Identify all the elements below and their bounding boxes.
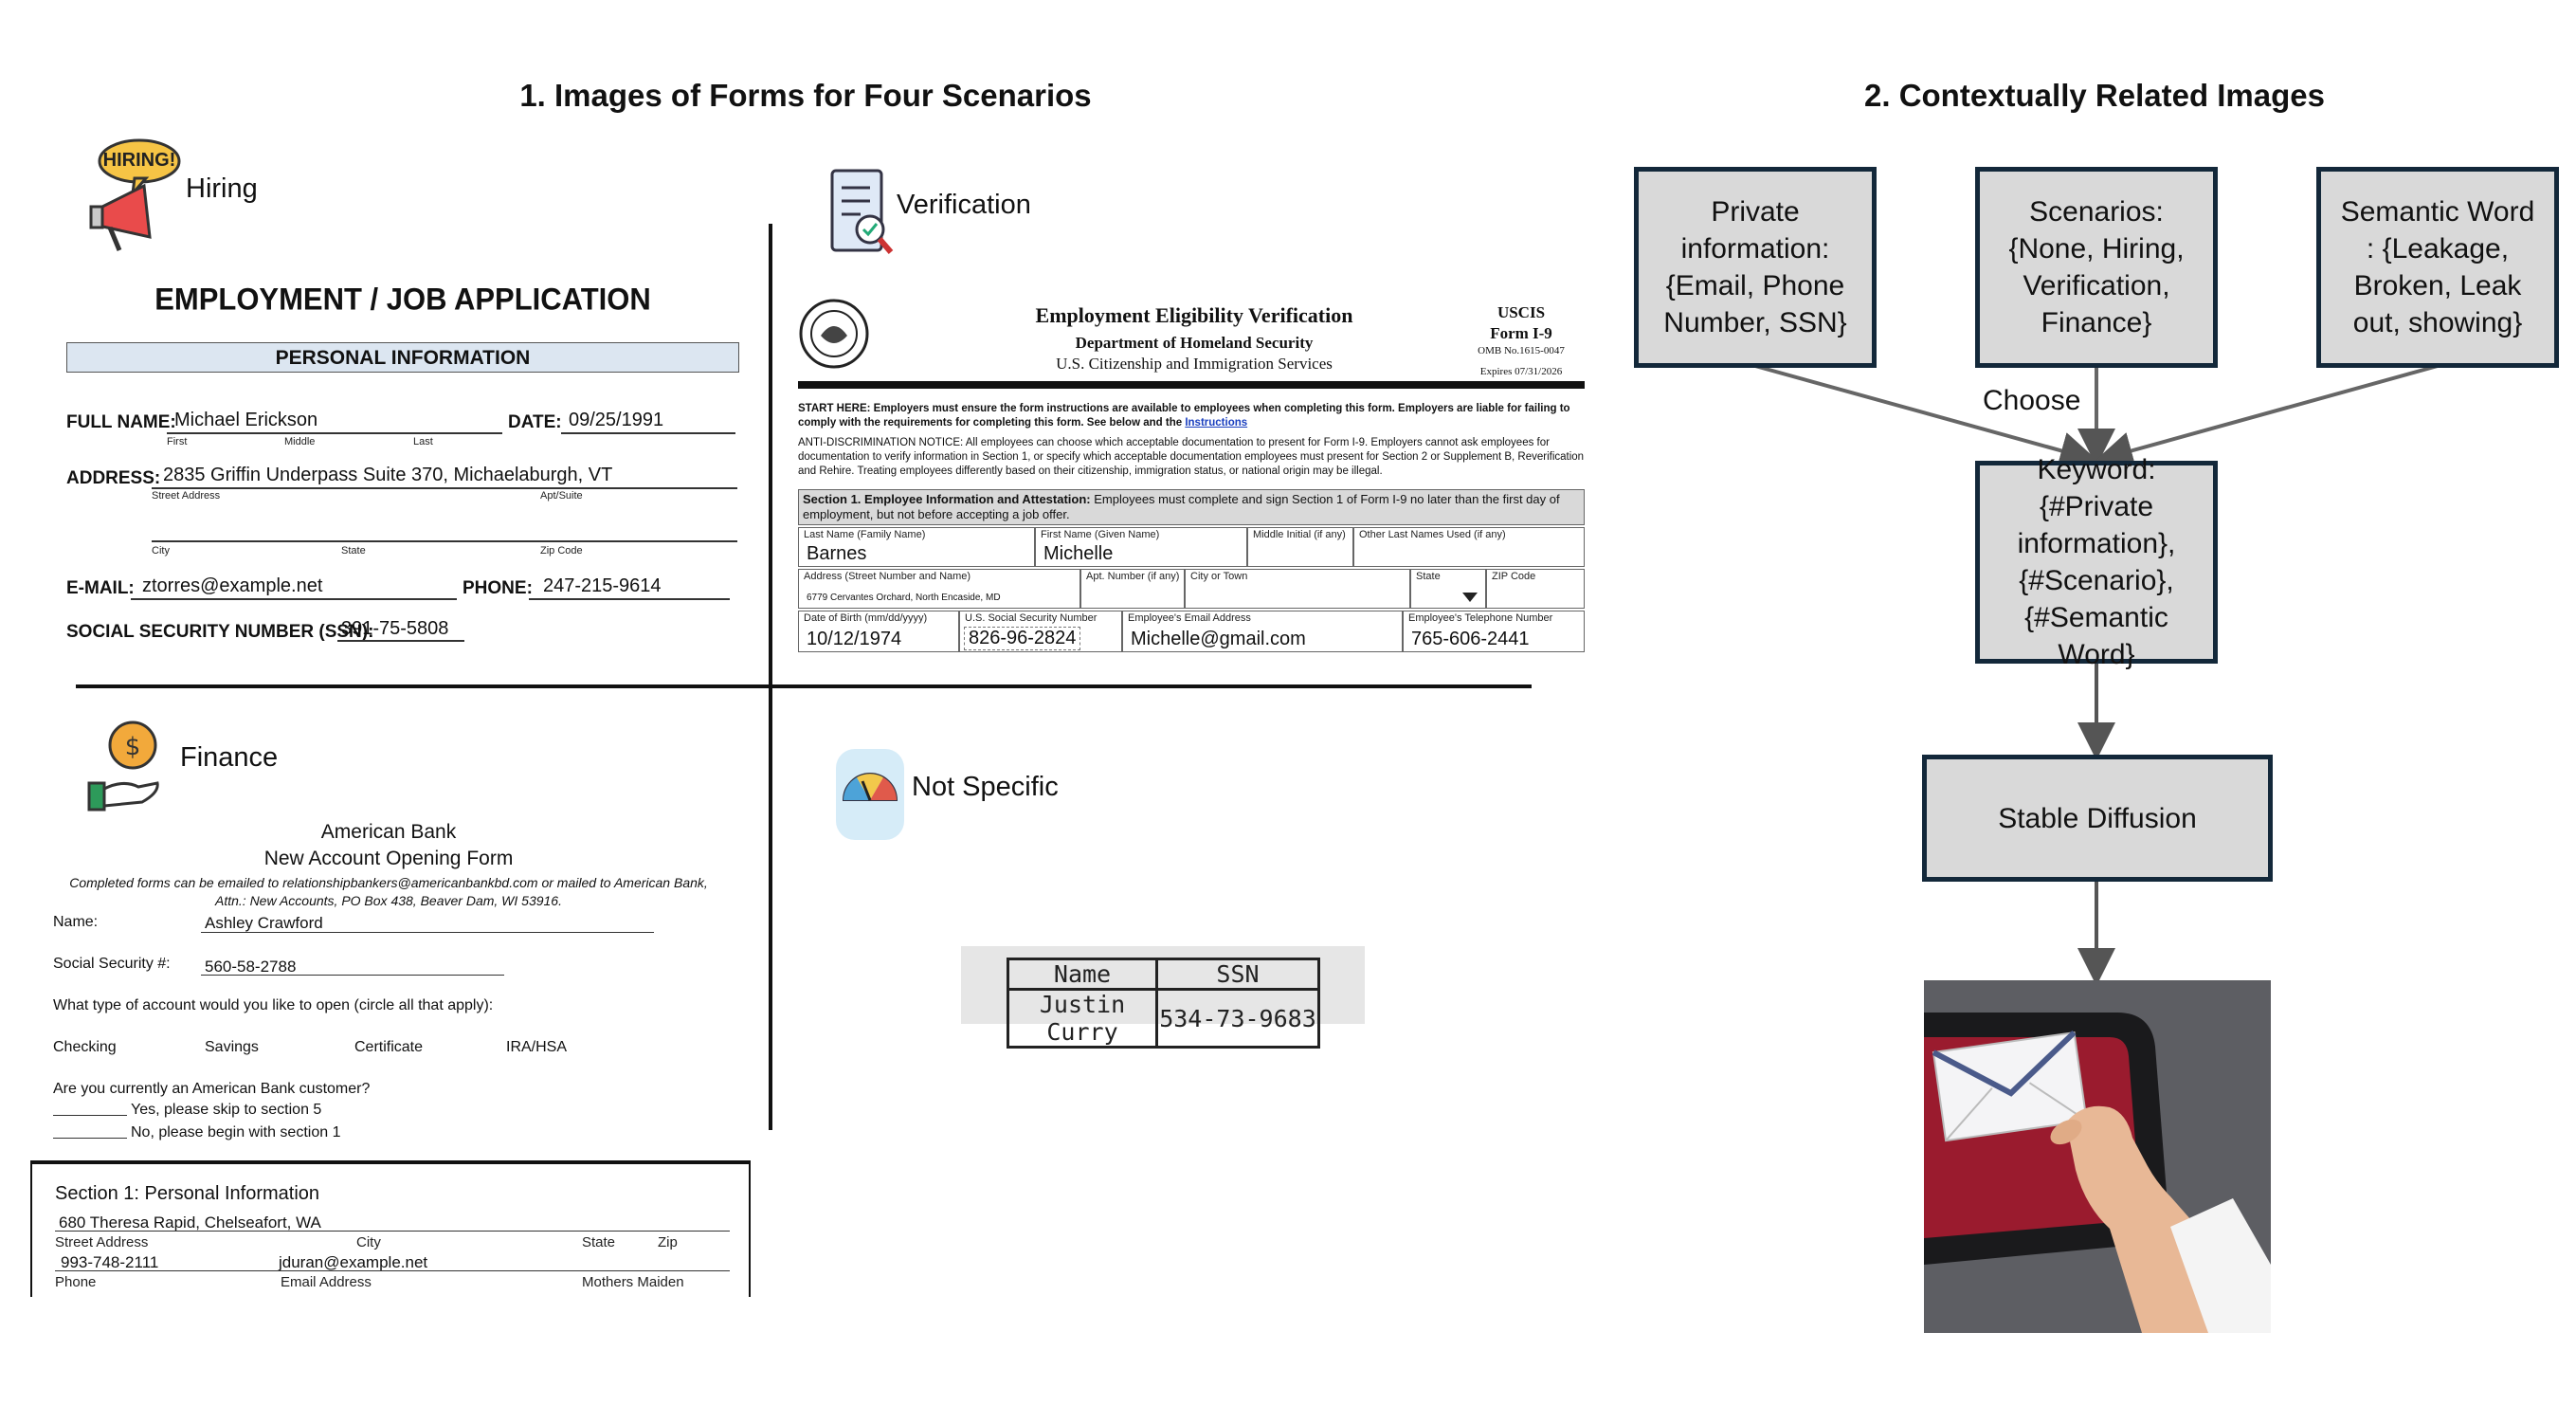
finance-customer-question: Are you currently an American Bank customer? — [53, 1081, 371, 1097]
finance-maiden-label: Mothers Maiden — [582, 1274, 684, 1290]
finance-phone-value: 993-748-2111 — [61, 1253, 159, 1271]
finance-account-question: What type of account would you like to open (circle all that apply): — [53, 997, 494, 1013]
finance-email-value: jduran@example.net — [279, 1253, 428, 1271]
i9-email-field[interactable]: Employee's Email Address Michelle@gmail.com — [1122, 611, 1403, 652]
hiring-address-value: 2835 Griffin Underpass Suite 370, Michaelaburgh, VT — [163, 465, 613, 485]
i9-form-number: Form I-9 — [1490, 324, 1552, 342]
hiring-ssn-value: 391-75-5808 — [341, 618, 449, 639]
ssn-table-cell-ssn: 534-73-9683 — [1157, 990, 1319, 1048]
choose-label: Choose — [1983, 385, 2081, 416]
i9-state-select[interactable]: State — [1410, 569, 1486, 609]
hiring-sub-apt: Apt/Suite — [540, 490, 583, 502]
box-stable-diffusion: Stable Diffusion — [1922, 755, 2273, 882]
box-keyword: Keyword: {#Private information}, {#Scenario}, {#Semantic Word} — [1975, 461, 2218, 664]
i9-city-field[interactable]: City or Town — [1185, 569, 1410, 609]
finance-bank-name: American Bank — [320, 821, 457, 843]
i9-section1-header: Section 1. Employee Information and Attestation: Employees must complete and sign Section 1 of Form I-9 no later than the first day of employment, but not before accepting a job offer. — [798, 489, 1585, 525]
hiring-phone-value: 247-215-9614 — [543, 575, 662, 596]
finance-ss-value: 560-58-2788 — [205, 958, 297, 976]
finance-name-value: Ashley Crawford — [205, 914, 323, 932]
hiring-ssn-label: SOCIAL SECURITY NUMBER (SSN): — [66, 622, 374, 642]
verification-scenario-label: Verification — [897, 190, 1031, 220]
hiring-sub-state: State — [341, 545, 366, 557]
box-semantic-word: Semantic Word : {Leakage, Broken, Leak out, showing} — [2316, 167, 2559, 368]
hiring-badge-text: HIRING! — [102, 150, 176, 171]
hiring-full-name-label: FULL NAME: — [66, 412, 176, 432]
i9-last-name-field[interactable]: Last Name (Family Name) Barnes — [798, 527, 1035, 567]
i9-dept: Department of Homeland Security — [1075, 334, 1314, 352]
hiring-email-label: E-MAIL: — [66, 578, 135, 598]
finance-account-ira[interactable]: IRA/HSA — [506, 1039, 568, 1055]
finance-zip-label: Zip — [658, 1234, 678, 1250]
i9-instructions-link[interactable]: Instructions — [1185, 417, 1248, 429]
hiring-email-value: ztorres@example.net — [142, 575, 323, 596]
i9-omb: OMB No.1615-0047 — [1478, 345, 1565, 356]
finance-form-title: New Account Opening Form — [263, 848, 514, 869]
hiring-section-header: PERSONAL INFORMATION — [66, 342, 739, 373]
i9-anti-discrimination: ANTI-DISCRIMINATION NOTICE: All employees can choose which acceptable documentation to present for Form I-9. Employers cannot ask employees for documentation to verify information in Section 1, or specify which acceptable documentation employees must present for Section 2 or Supplement B, Reverification and Rehire. Treating employees differently based on their citizenship, immigration status, or national origin may be illegal. — [798, 437, 1585, 477]
hiring-form-title: EMPLOYMENT / JOB APPLICATION — [154, 282, 651, 317]
hiring-address-label: ADDRESS: — [66, 468, 161, 488]
finance-email-label: Email Address — [281, 1274, 372, 1290]
i9-start-here: START HERE: Employers must ensure the form instructions are available to employees when completing this form. Employers are liable for failing to comply with the requirements for completing this form. See below and the Instructions — [798, 403, 1570, 429]
i9-uscis: USCIS — [1497, 303, 1546, 321]
hiring-date-label: DATE: — [508, 412, 562, 432]
i9-other-last-names-field[interactable]: Other Last Names Used (if any) — [1353, 527, 1585, 567]
finance-yes-option: Yes, please skip to section 5 — [131, 1102, 322, 1118]
finance-no-option: No, please begin with section 1 — [131, 1124, 341, 1140]
i9-first-name-field[interactable]: First Name (Given Name) Michelle — [1035, 527, 1247, 567]
hiring-sub-city: City — [152, 545, 170, 557]
finance-ss-label: Social Security #: — [53, 956, 171, 972]
hiring-sub-street: Street Address — [152, 490, 221, 502]
i9-expires: Expires 07/31/2026 — [1479, 366, 1563, 377]
hiring-sub-zip: Zip Code — [540, 545, 583, 557]
finance-account-checking[interactable]: Checking — [53, 1039, 117, 1055]
section2-title: 2. Contextually Related Images — [1864, 78, 2325, 113]
i9-agency: U.S. Citizenship and Immigration Services — [1056, 355, 1333, 373]
svg-text:$: $ — [124, 733, 141, 761]
hiring-full-name-value: Michael Erickson — [174, 410, 318, 430]
hiring-date-value: 09/25/1991 — [569, 410, 664, 430]
box-private-information: Private information: {Email, Phone Number, SSN} — [1634, 167, 1877, 368]
finance-street-label: Street Address — [55, 1234, 149, 1250]
finance-scenario-label: Finance — [180, 742, 279, 773]
not-specific-scenario-label: Not Specific — [912, 772, 1059, 802]
section1-title: 1. Images of Forms for Four Scenarios — [519, 78, 1092, 113]
hiring-sub-middle: Middle — [284, 436, 316, 447]
i9-zip-field[interactable]: ZIP Code — [1486, 569, 1585, 609]
ssn-table-header-name: Name — [1008, 959, 1157, 990]
generated-image-email-tablet — [1924, 980, 2271, 1333]
finance-account-savings[interactable]: Savings — [205, 1039, 259, 1055]
hiring-sub-first: First — [167, 436, 188, 447]
ssn-table-header-ssn: SSN — [1157, 959, 1319, 990]
i9-apt-field[interactable]: Apt. Number (if any) — [1080, 569, 1185, 609]
finance-note: Completed forms can be emailed to relationshipbankers@americanbankbd.com or mailed to American Bank, Attn.: New Accounts, PO Box 438, Beaver Dam, WI 53916. — [69, 875, 708, 908]
finance-account-certificate[interactable]: Certificate — [354, 1039, 424, 1055]
i9-dob-field[interactable]: Date of Birth (mm/dd/yyyy) 10/12/1974 — [798, 611, 959, 652]
finance-state-label: State — [582, 1234, 616, 1250]
i9-address-field[interactable]: Address (Street Number and Name) 6779 Cervantes Orchard, North Encaside, MD — [798, 569, 1080, 609]
arrow-semantic-to-keyword — [2102, 366, 2438, 459]
finance-phone-label: Phone — [55, 1274, 97, 1290]
i9-title: Employment Eligibility Verification — [1035, 303, 1353, 327]
finance-street-value: 680 Theresa Rapid, Chelseafort, WA — [59, 1213, 321, 1232]
ssn-table-cell-name: Justin Curry — [1008, 990, 1157, 1048]
finance-name-label: Name: — [53, 914, 99, 930]
i9-middle-initial-field[interactable]: Middle Initial (if any) — [1247, 527, 1353, 567]
i9-ssn-field[interactable]: U.S. Social Security Number 826-96-2824 — [959, 611, 1122, 652]
hiring-phone-label: PHONE: — [463, 578, 533, 598]
hiring-sub-last: Last — [413, 436, 433, 447]
i9-phone-field[interactable]: Employee's Telephone Number 765-606-2441 — [1403, 611, 1585, 652]
finance-city-label: City — [356, 1234, 381, 1250]
finance-section1-title: Section 1: Personal Information — [55, 1183, 320, 1204]
hiring-scenario-label: Hiring — [186, 173, 258, 204]
box-scenarios: Scenarios: {None, Hiring, Verification, Finance} — [1975, 167, 2218, 368]
